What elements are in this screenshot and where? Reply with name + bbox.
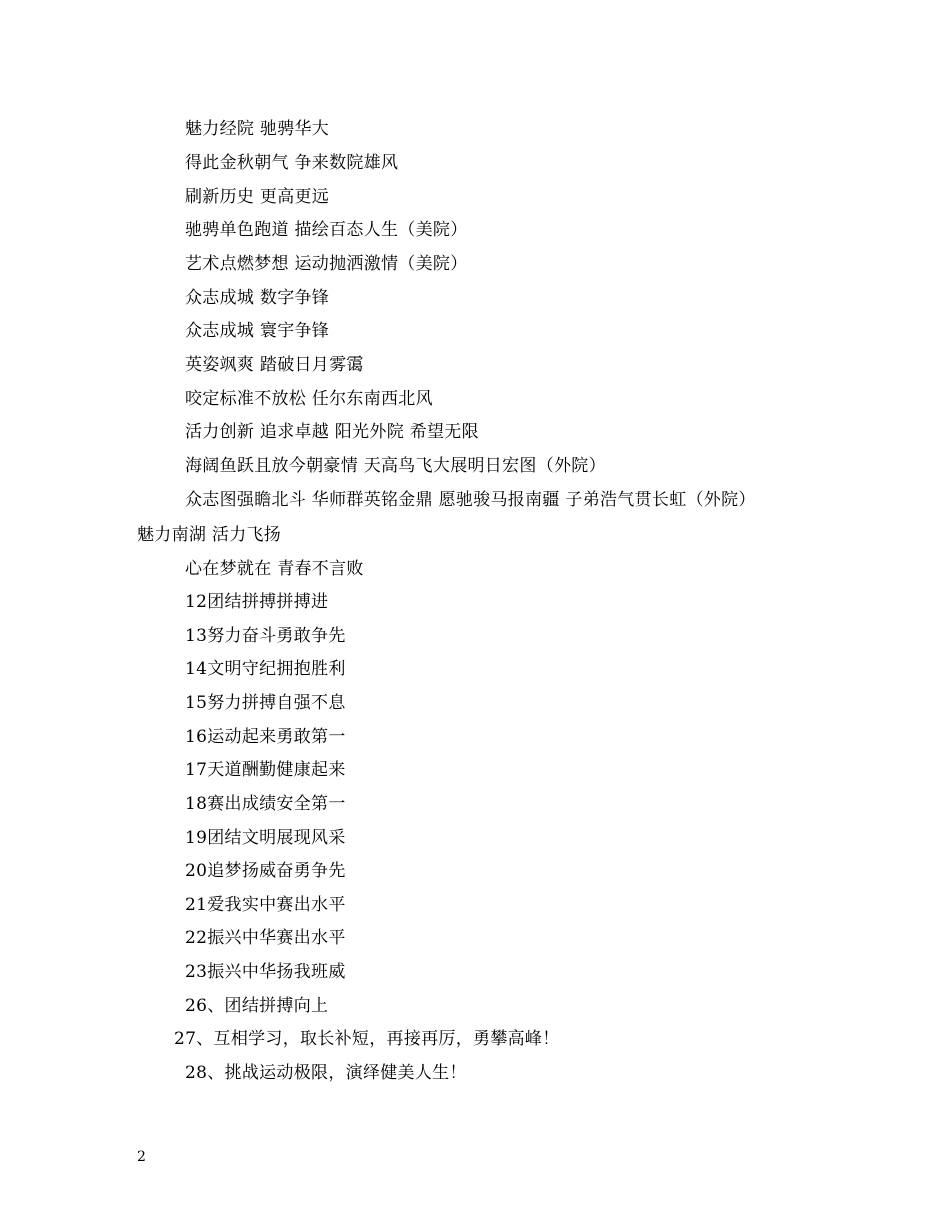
text-line: 27、互相学习，取长补短，再接再厉，勇攀高峰！ — [174, 1029, 560, 1049]
text-line: 16运动起来勇敢第一 — [185, 727, 346, 747]
text-line: 12团结拼搏拼搏进 — [185, 592, 329, 612]
text-line: 21爱我实中赛出水平 — [185, 895, 346, 915]
page-number: 2 — [137, 1149, 146, 1165]
text-line: 15努力拼搏自强不息 — [185, 693, 346, 713]
text-line: 17天道酬勤健康起来 — [185, 760, 346, 780]
text-line: 得此金秋朝气 争来数院雄风 — [185, 153, 399, 173]
text-line: 魅力经院 驰骋华大 — [185, 119, 330, 139]
text-line: 心在梦就在 青春不言败 — [185, 559, 364, 579]
text-line: 咬定标准不放松 任尔东南西北风 — [185, 389, 433, 409]
text-line: 艺术点燃梦想 运动抛洒激情（美院） — [185, 254, 468, 274]
text-line: 英姿飒爽 踏破日月雾霭 — [185, 355, 364, 375]
text-line: 19团结文明展现风采 — [185, 828, 346, 848]
text-line: 众志图强瞻北斗 华师群英铭金鼎 愿驰骏马报南疆 子弟浩气贯长虹（外院） — [185, 490, 756, 510]
text-line: 活力创新 追求卓越 阳光外院 希望无限 — [185, 422, 479, 442]
text-line: 驰骋单色跑道 描绘百态人生（美院） — [185, 220, 468, 240]
text-line: 14文明守纪拥抱胜利 — [185, 659, 346, 679]
text-line: 13努力奋斗勇敢争先 — [185, 626, 346, 646]
text-line: 魅力南湖 活力飞扬 — [137, 525, 282, 545]
text-line: 刷新历史 更高更远 — [185, 187, 330, 207]
text-line: 众志成城 寰宇争锋 — [185, 321, 330, 341]
text-line: 22振兴中华赛出水平 — [185, 928, 346, 948]
text-line: 28、挑战运动极限，演绎健美人生！ — [185, 1063, 467, 1083]
text-line: 26、团结拼搏向上 — [185, 996, 329, 1016]
text-line: 23振兴中华扬我班威 — [185, 962, 346, 982]
text-line: 众志成城 数字争锋 — [185, 288, 330, 308]
text-line: 20追梦扬威奋勇争先 — [185, 861, 346, 881]
text-line: 海阔鱼跃且放今朝豪情 天高鸟飞大展明日宏图（外院） — [185, 456, 606, 476]
text-line: 18赛出成绩安全第一 — [185, 794, 346, 814]
